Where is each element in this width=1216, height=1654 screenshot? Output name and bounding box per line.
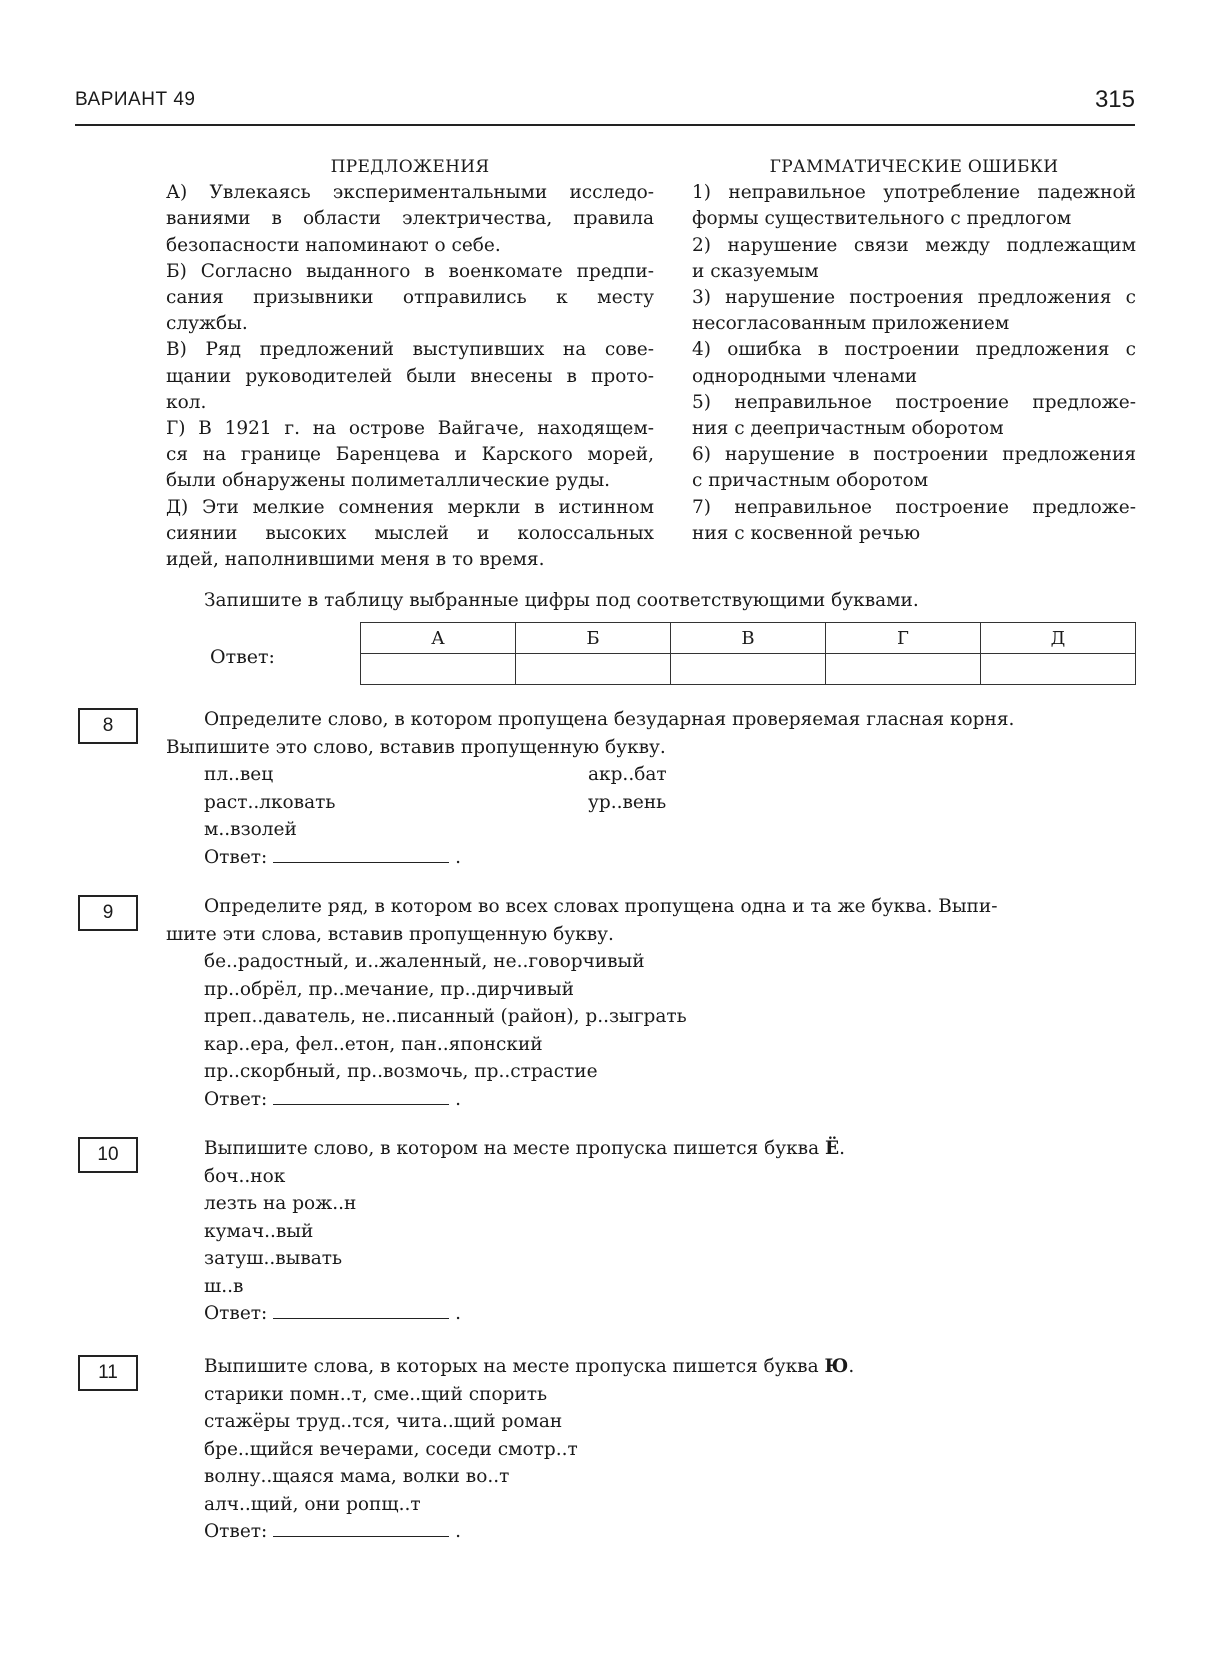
option-row: алч..щий, они ропщ..т — [204, 1493, 421, 1515]
errors-title: ГРАММАТИЧЕСКИЕ ОШИБКИ — [769, 157, 1059, 177]
target-letter: Ю — [824, 1356, 849, 1377]
answer-cell-d[interactable] — [981, 654, 1136, 685]
error-line: ния с деепричастным оборотом — [692, 418, 1004, 440]
error-line: 2) нарушение связи между подлежащим — [692, 234, 1136, 256]
answer-label: Ответ: — [210, 646, 275, 668]
answer-cell-v[interactable] — [671, 654, 826, 685]
answer-cell-a[interactable] — [361, 654, 516, 685]
option-word: раст..лковать — [204, 791, 336, 813]
variant-title: ВАРИАНТ 49 — [75, 89, 196, 110]
answer-header-a: А — [361, 623, 516, 654]
task-number: 10 — [78, 1137, 138, 1173]
option-row: волну..щаяся мама, волки во..т — [204, 1466, 510, 1487]
option-word: ш..в — [204, 1275, 244, 1297]
error-line: 3) нарушение построения предложения с — [692, 287, 1136, 309]
option-word: пл..вец — [204, 764, 274, 785]
sentence-line: кол. — [166, 391, 207, 413]
sentence-line: В) Ряд предложений выступивших на сове- — [166, 339, 654, 361]
error-line: 5) неправильное построение предложе- — [692, 391, 1136, 413]
error-line: 7) неправильное построение предложе- — [692, 496, 1136, 518]
task-options — [166, 1163, 1136, 1301]
answer-header-d: Д — [981, 623, 1136, 654]
sentences-column — [166, 154, 654, 573]
error-line: 4) ошибка в построении предложения с — [692, 339, 1136, 361]
option-row: преп..даватель, не..писанный (район), р..зыграть — [204, 1006, 687, 1027]
sentence-line: были обнаружены полиметаллические руды. — [166, 470, 611, 492]
task-prompt: Определите слово, в котором пропущена безударная проверяемая гласная корня. — [204, 709, 1015, 730]
task-body — [166, 1353, 1136, 1546]
sentence-line: сиянии высоких мыслей и колоссальных — [166, 522, 654, 544]
answer-blank[interactable] — [273, 848, 449, 863]
answer-label: Ответ: — [204, 1303, 268, 1324]
task-prompt: Выпишите слово, в котором на месте пропуска пишется буква Ё. — [204, 1138, 845, 1159]
option-row: пр..обрёл, пр..мечание, пр..дирчивый — [204, 978, 574, 1000]
sentence-line: безопасности напоминают о себе. — [166, 234, 501, 256]
answer-blank[interactable] — [273, 1304, 449, 1319]
error-line: 1) неправильное употребление падежной — [692, 182, 1136, 204]
sentence-line: А) Увлекаясь экспериментальными исследо- — [166, 182, 654, 204]
answer-label: Ответ: — [204, 1521, 268, 1542]
sentence-line: службы. — [166, 313, 248, 335]
sentences-title: ПРЕДЛОЖЕНИЯ — [330, 157, 490, 177]
answer-header-v: В — [671, 623, 826, 654]
option-word: акр..бат — [588, 764, 667, 785]
error-line: с причастным оборотом — [692, 470, 929, 492]
page-number: 315 — [1094, 86, 1135, 113]
answer-line: Ответ: . — [204, 1303, 461, 1324]
option-row: кар..ера, фел..етон, пан..японский — [204, 1033, 543, 1055]
option-word: ур..вень — [588, 791, 667, 813]
task-prompt: шите эти слова, вставив пропущенную букву. — [166, 923, 614, 945]
option-row: старики помн..т, сме..щий спорить — [204, 1383, 548, 1405]
task-prompt: Определите ряд, в котором во всех словах пропущена одна и та же буква. Выпи- — [204, 896, 998, 917]
task-body — [166, 706, 1136, 872]
sentence-line: ся на границе Баренцева и Карского морей, — [166, 444, 654, 466]
task-prompt-text: Выпишите слово, в котором на месте пропуска пишется буква — [204, 1138, 820, 1159]
option-row: бе..радостный, и..жаленный, не..говорчивый — [204, 951, 645, 972]
sentence-line: идей, наполнившими меня в то время. — [166, 549, 545, 571]
sentence-line: Д) Эти мелкие сомнения меркли в истинном — [166, 496, 654, 518]
errors-column — [692, 154, 1136, 547]
sentence-line: щании руководителей были внесены в прото- — [166, 365, 654, 387]
answer-line: Ответ: . — [204, 847, 461, 868]
task-options — [166, 1381, 1136, 1519]
sentence-line: сания призывники отправились к месту — [166, 287, 654, 309]
task-prompt: Выпишите слова, в которых на месте пропуска пишется буква Ю. — [204, 1356, 855, 1377]
task-body — [166, 1135, 1136, 1328]
answer-table — [360, 622, 1136, 685]
task-options — [166, 948, 1136, 1086]
answer-cell-g[interactable] — [826, 654, 981, 685]
task-number: 8 — [78, 708, 138, 744]
page-header — [75, 86, 1135, 126]
option-row: бре..щийся вечерами, соседи смотр..т — [204, 1438, 578, 1460]
task-number: 9 — [78, 895, 138, 931]
option-word: м..взолей — [204, 819, 297, 840]
answer-label: Ответ: — [204, 1088, 268, 1110]
option-word: лезть на рож..н — [204, 1193, 357, 1214]
task-prompt-text: Выпишите слова, в которых на месте пропуска пишется буква — [204, 1356, 819, 1377]
option-row: стажёры труд..тся, чита..щий роман — [204, 1411, 563, 1432]
error-line: 6) нарушение в построении предложения — [692, 444, 1136, 466]
answer-blank[interactable] — [273, 1090, 449, 1105]
table-instruction: Запишите в таблицу выбранные цифры под соответствующими буквами. — [204, 590, 919, 611]
task-body — [166, 893, 1136, 1113]
sentence-line: Б) Согласно выданного в военкомате предпи- — [166, 260, 654, 282]
answer-label: Ответ: — [204, 847, 268, 868]
option-word: затуш..вывать — [204, 1248, 343, 1269]
error-line: ния с косвенной речью — [692, 522, 921, 544]
error-line: и сказуемым — [692, 260, 819, 282]
answer-header-b: Б — [516, 623, 671, 654]
option-word: боч..нок — [204, 1165, 286, 1187]
answer-blank[interactable] — [273, 1522, 449, 1537]
sentence-line: Г) В 1921 г. на острове Вайгаче, находящем- — [166, 418, 654, 440]
option-row: пр..скорбный, пр..возмочь, пр..страстие — [204, 1061, 598, 1082]
option-word: кумач..вый — [204, 1220, 314, 1242]
task-number: 11 — [78, 1355, 138, 1391]
error-line: несогласованным приложением — [692, 313, 1010, 335]
task-options — [166, 761, 1136, 844]
answer-header-g: Г — [826, 623, 981, 654]
error-line: формы существительного с предлогом — [692, 208, 1072, 230]
answer-cell-b[interactable] — [516, 654, 671, 685]
task-prompt: Выпишите это слово, вставив пропущенную букву. — [166, 736, 666, 758]
sentence-line: ваниями в области электричества, правила — [166, 208, 654, 230]
error-line: однородными членами — [692, 365, 918, 387]
target-letter: Ё — [825, 1138, 840, 1159]
answer-line: Ответ: . — [204, 1521, 461, 1542]
answer-line: Ответ: . — [204, 1088, 461, 1110]
